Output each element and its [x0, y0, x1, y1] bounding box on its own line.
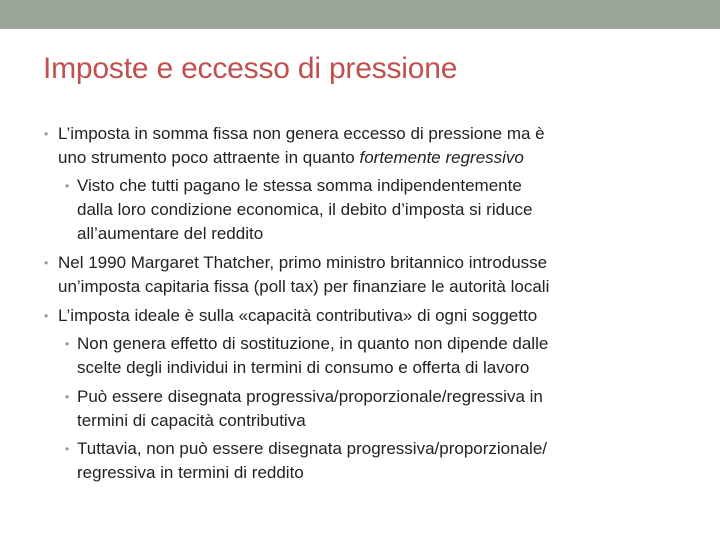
- bullet-3-3-line-1: Tuttavia, non può essere disegnata progressiva/proporzionale/: [77, 439, 547, 458]
- bullet-marker: •: [44, 309, 49, 323]
- bullet-2-line-2: un’imposta capitaria fissa (poll tax) per finanziare le autorità locali: [58, 277, 550, 296]
- bullet-1-line-1: L’imposta in somma fissa non genera eccesso di pressione ma è: [58, 124, 545, 143]
- bullet-3-3-line-2: regressiva in termini di reddito: [77, 463, 304, 482]
- slide-title: Imposte e eccesso di pressione: [43, 52, 458, 85]
- bullet-3-1-line-2: scelte degli individui in termini di consumo e offerta di lavoro: [77, 358, 530, 377]
- bullet-3-1-line-1: Non genera effetto di sostituzione, in quanto non dipende dalle: [77, 334, 549, 353]
- bullet-1-1-line-2: dalla loro condizione economica, il debito d’imposta si riduce: [77, 200, 533, 219]
- bullet-marker: •: [44, 256, 49, 270]
- bullet-marker: •: [44, 127, 49, 141]
- bullet-3-line-1: L’imposta ideale è sulla «capacità contributiva» di ogni soggetto: [58, 306, 538, 325]
- bullet-marker: •: [65, 442, 70, 456]
- bullet-marker: •: [65, 390, 70, 404]
- bullet-1-emphasis: fortemente regressivo: [359, 148, 524, 167]
- bullet-1-1-line-3: all’aumentare del reddito: [77, 224, 264, 243]
- bullet-1-line-2: [58, 146, 524, 170]
- bullet-3-2-line-2: termini di capacità contributiva: [77, 411, 306, 430]
- bullet-1-1-line-1: Visto che tutti pagano le stessa somma indipendentemente: [77, 176, 522, 195]
- bullet-marker: •: [65, 179, 70, 193]
- bullet-2-line-1: Nel 1990 Margaret Thatcher, primo ministro britannico introdusse: [58, 253, 548, 272]
- bullet-1-line-2-text: uno strumento poco attraente in quanto: [58, 148, 360, 167]
- bullet-3-2-line-1: Può essere disegnata progressiva/proporzionale/regressiva in: [77, 387, 543, 406]
- bullet-marker: •: [65, 337, 70, 351]
